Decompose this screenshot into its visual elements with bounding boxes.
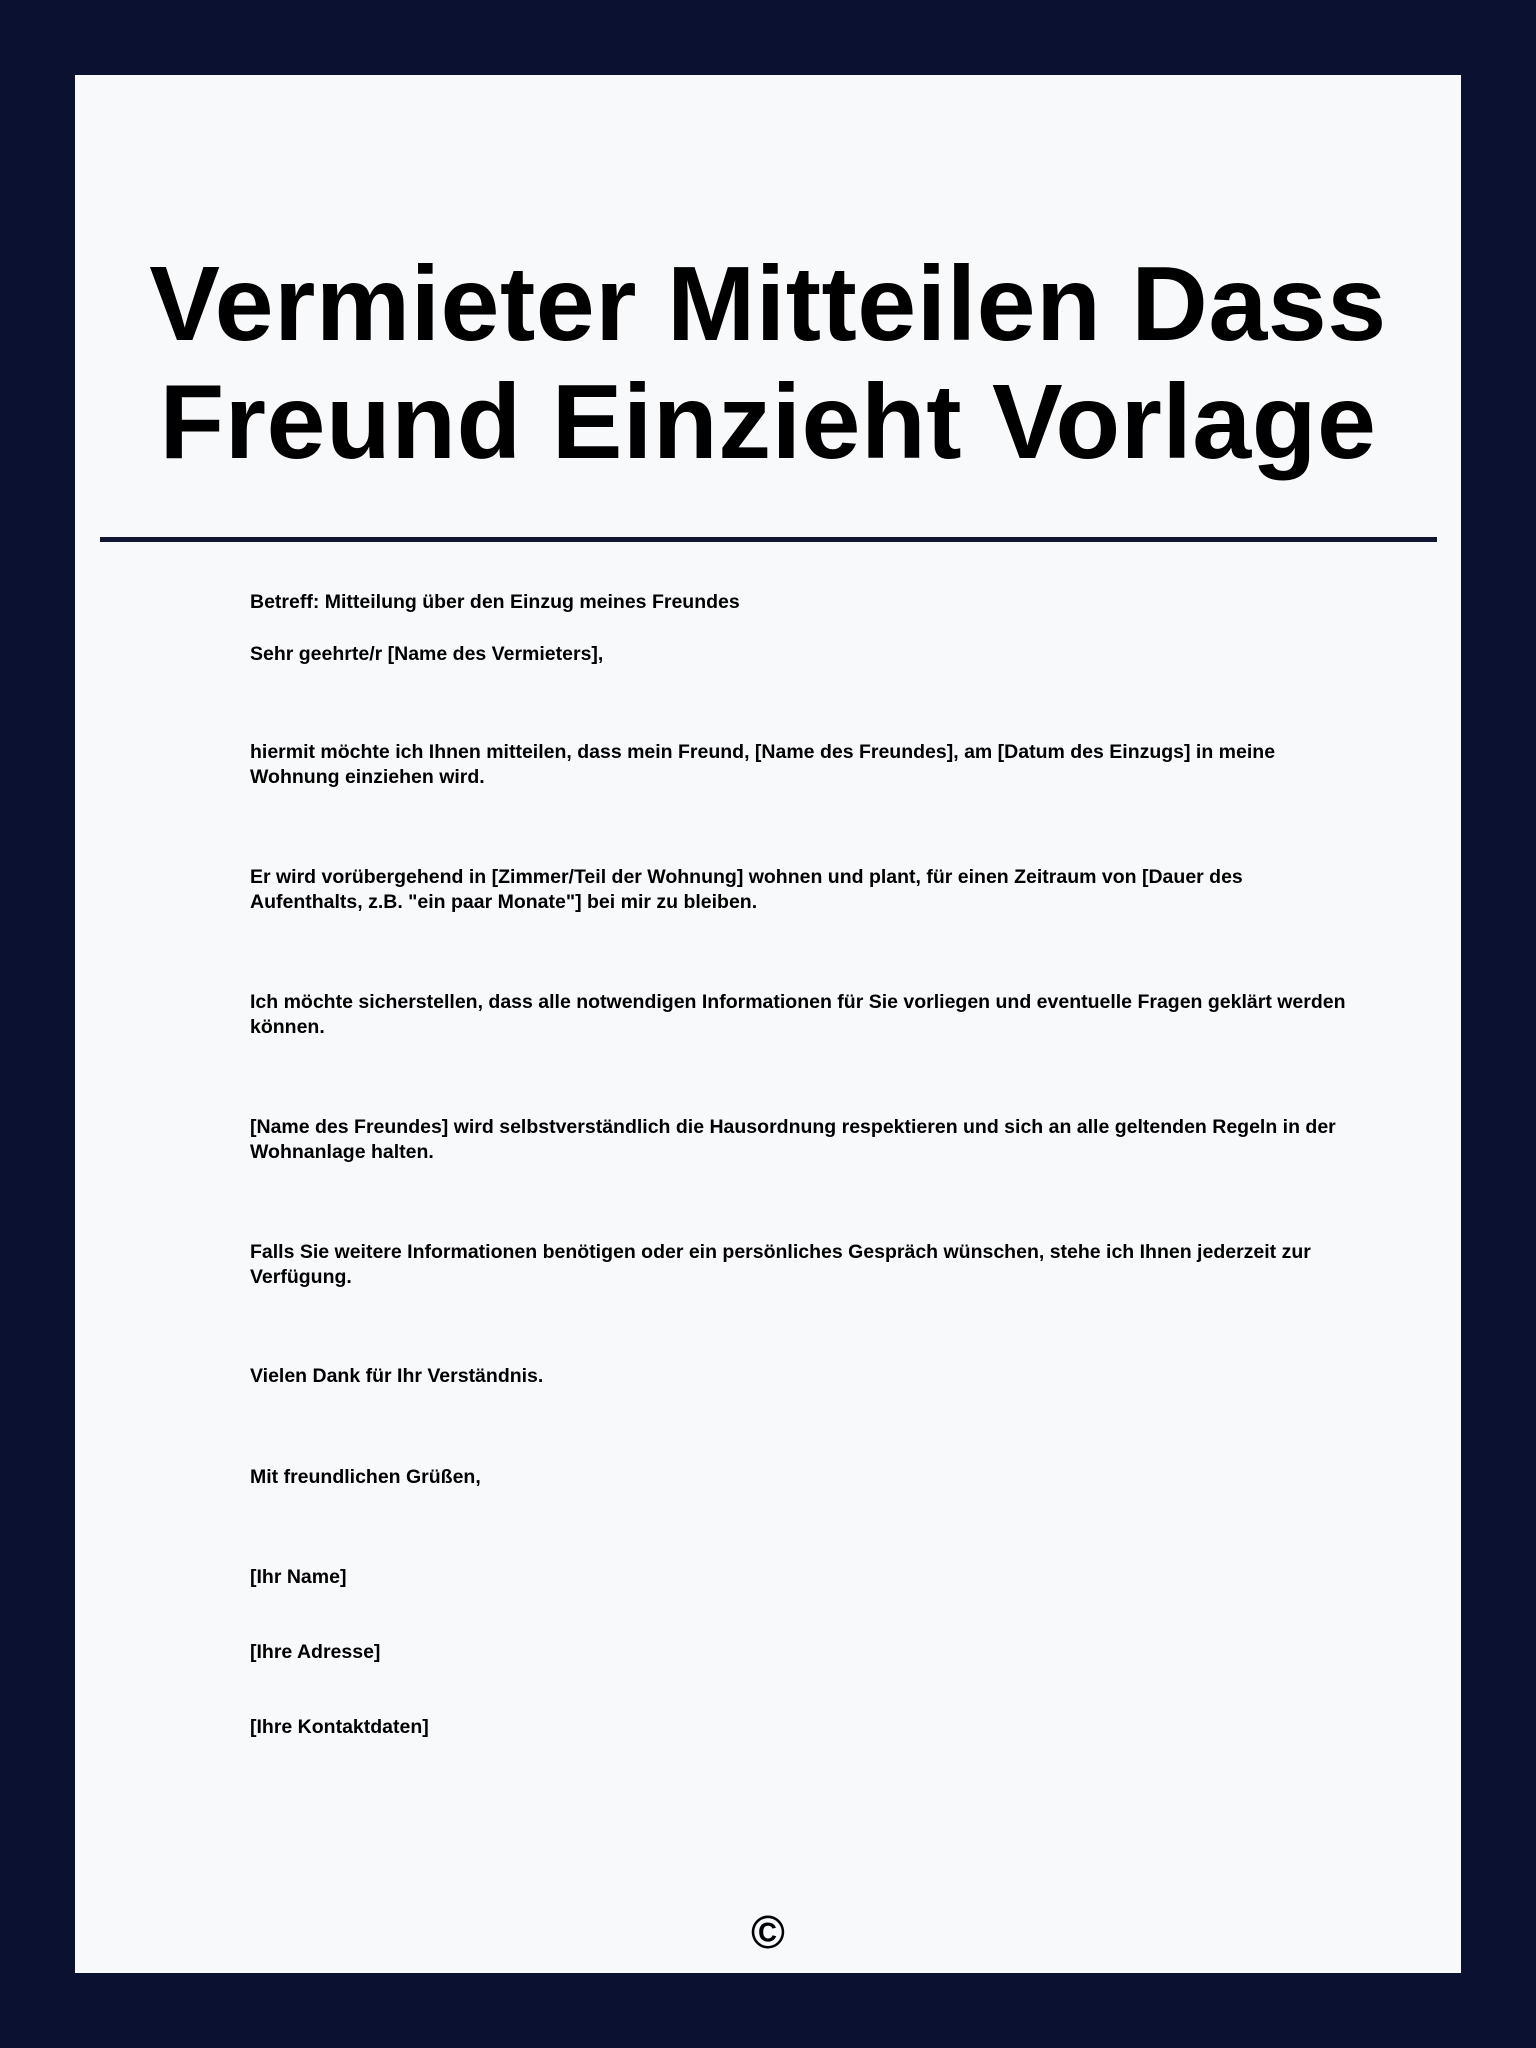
- letter-subject: Betreff: Mitteilung über den Einzug meines Freundes: [250, 591, 740, 613]
- sender-address: [Ihre Adresse]: [250, 1641, 381, 1663]
- letter-paragraph: Er wird vorübergehend in [Zimmer/Teil der Wohnung] wohnen und plant, für einen Zeitraum von [Dauer des Aufenthalts, z.B. "ein paar Monate"] bei mir zu bleiben.: [250, 866, 1243, 913]
- sender-name: [Ihr Name]: [250, 1566, 347, 1588]
- title-divider: [100, 537, 1437, 542]
- letter-paragraph: hiermit möchte ich Ihnen mitteilen, dass mein Freund, [Name des Freundes], am [Datum des Einzugs] in meine Wohnung einziehen wird.: [250, 741, 1276, 788]
- letter-paragraph: Falls Sie weitere Informationen benötigen oder ein persönliches Gespräch wünschen, stehe ich Ihnen jederzeit zur Verfügung.: [250, 1241, 1311, 1288]
- letter-paragraph: Ich möchte sicherstellen, dass alle notwendigen Informationen für Sie vorliegen und eventuelle Fragen geklärt werden können.: [250, 991, 1346, 1038]
- letter-paragraph: [Name des Freundes] wird selbstverständlich die Hausordnung respektieren und sich an alle geltenden Regeln in der Wohnanlage halten.: [250, 1116, 1336, 1163]
- letter-paragraph: Vielen Dank für Ihr Verständnis.: [250, 1365, 544, 1387]
- title-line-1: Vermieter Mitteilen Dass: [149, 245, 1387, 363]
- title-line-2: Freund Einzieht Vorlage: [159, 363, 1377, 481]
- page-title: [75, 245, 1461, 481]
- letter-greeting: Sehr geehrte/r [Name des Vermieters],: [250, 643, 604, 665]
- letter-closing: Mit freundlichen Grüßen,: [250, 1466, 481, 1488]
- copyright-icon: ©: [751, 1906, 785, 1958]
- document-page: [75, 75, 1461, 1973]
- sender-contact: [Ihre Kontaktdaten]: [250, 1716, 429, 1738]
